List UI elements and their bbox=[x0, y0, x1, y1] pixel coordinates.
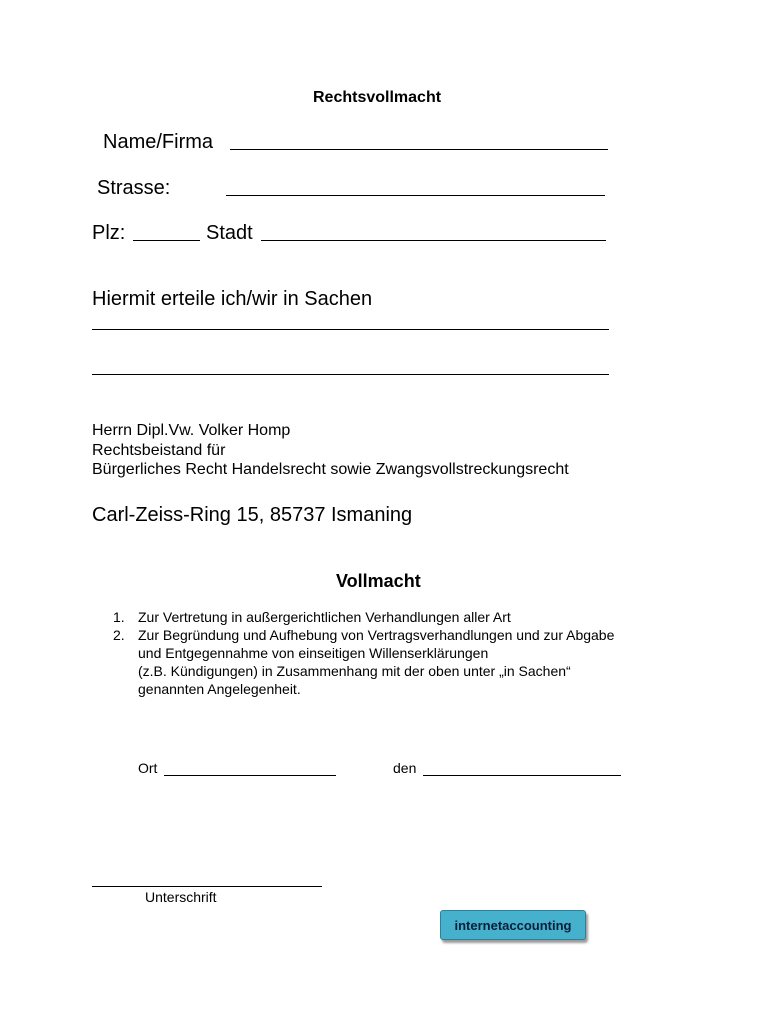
date-line bbox=[423, 775, 621, 776]
recipient-role: Rechtsbeistand für bbox=[92, 442, 226, 459]
recipient-address: Carl-Zeiss-Ring 15, 85737 Ismaning bbox=[92, 504, 413, 526]
subject-line-1 bbox=[92, 329, 609, 330]
name-line bbox=[230, 149, 608, 150]
list-item-line: genannten Angelegenheit. bbox=[138, 681, 301, 697]
signature-label: Unterschrift bbox=[145, 889, 217, 905]
date-label: den bbox=[393, 760, 417, 776]
intro-text: Hiermit erteile ich/wir in Sachen bbox=[92, 288, 373, 310]
recipient-specialties: Bürgerliches Recht Handelsrecht sowie Zwangsvollstreckungsrecht bbox=[92, 461, 569, 478]
list-item-line: Zur Vertretung in außergerichtlichen Verhandlungen aller Art bbox=[138, 609, 511, 625]
place-label: Ort bbox=[138, 760, 158, 776]
document-title: Rechtsvollmacht bbox=[313, 89, 442, 106]
list-item bbox=[113, 608, 614, 626]
street-label: Strasse: bbox=[97, 177, 171, 199]
zip-line bbox=[133, 240, 200, 241]
city-label: Stadt bbox=[206, 222, 253, 244]
list-item bbox=[113, 626, 614, 698]
list-item-number: 2. bbox=[113, 627, 125, 643]
zip-label: Plz: bbox=[92, 222, 126, 244]
authority-list bbox=[113, 608, 614, 698]
name-label: Name/Firma bbox=[103, 131, 214, 153]
internetaccounting-badge[interactable]: internetaccounting bbox=[440, 910, 586, 940]
list-item-line: (z.B. Kündigungen) in Zusammenhang mit der oben unter „in Sachen“ bbox=[138, 663, 571, 679]
place-line bbox=[164, 775, 336, 776]
subject-line-2 bbox=[92, 374, 609, 375]
signature-line bbox=[92, 886, 322, 887]
street-line bbox=[226, 195, 605, 196]
list-item-line: Zur Begründung und Aufhebung von Vertragsverhandlungen und zur Abgabe bbox=[138, 627, 615, 643]
recipient-name: Herrn Dipl.Vw. Volker Homp bbox=[92, 422, 291, 439]
section-heading: Vollmacht bbox=[336, 571, 421, 591]
list-item-line: und Entgegennahme von einseitigen Willenserklärungen bbox=[138, 645, 489, 661]
city-line bbox=[261, 240, 606, 241]
list-item-number: 1. bbox=[113, 609, 125, 625]
